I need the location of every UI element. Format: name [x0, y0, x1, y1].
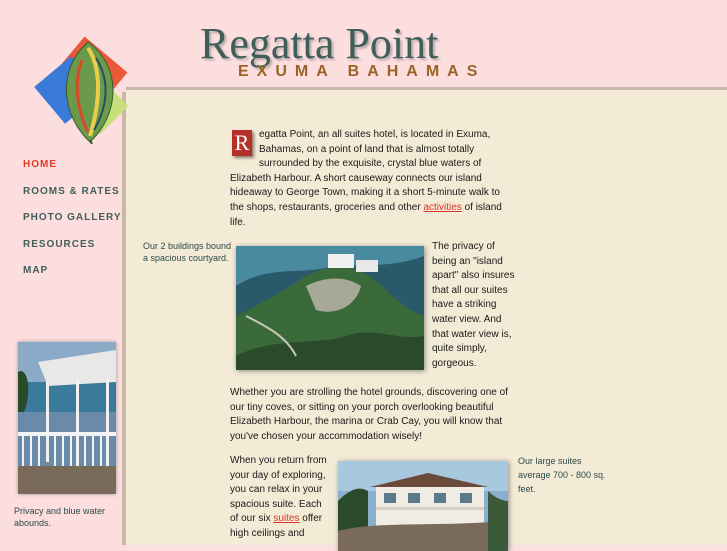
- nav-item-map[interactable]: MAP: [23, 265, 49, 276]
- nav-item-resources[interactable]: RESOURCES: [23, 238, 96, 250]
- site-subtitle: EXUMA BAHAMAS: [238, 63, 486, 80]
- caption-buildings: Our 2 buildings bound a spacious courtyard.: [143, 241, 232, 263]
- aerial-photo: [236, 246, 424, 370]
- return-tail: offer high ceilings and: [230, 513, 323, 539]
- intro-text: egatta Point, an all suites hotel, is located in Exuma, Bahamas, on a point of land that is almost totally surrounded by the exquisite, crystal blue waters of Elizabeth Harbour. A short causeway connects our island hideaway to George Town, making it a short 5-minute walk to the shops, restaurants, groceries and other: [230, 129, 500, 213]
- intro-tail: of island life.: [230, 201, 502, 228]
- intro-paragraph: [230, 128, 505, 230]
- site-title: Regatta Point: [200, 19, 439, 68]
- nav-item-photo-gallery[interactable]: PHOTO GALLERY: [23, 212, 122, 223]
- drop-cap: R: [232, 130, 252, 156]
- strolling-paragraph: Whether you are strolling the hotel grounds, discovering one of our tiny coves, or sitting on your porch overlooking beautiful Elizabeth Harbour, the marina or Crab Cay, you will know that you've chosen your accommodation wisely!: [230, 387, 508, 442]
- nav-item-rooms-rates[interactable]: ROOMS & RATES: [23, 185, 120, 197]
- main-nav: [23, 158, 123, 291]
- privacy-paragraph: The privacy of being an "island apart" also insures that all our suites have a striking water view. And that water view is, quite simply, gorgeous.: [432, 241, 515, 369]
- nav-item-home[interactable]: HOME: [23, 159, 57, 170]
- activities-link[interactable]: activities: [423, 201, 462, 213]
- return-paragraph: [230, 454, 330, 542]
- leaf-logo-icon[interactable]: [30, 36, 134, 144]
- suite-building-photo: [338, 461, 508, 551]
- porch-photo: [18, 342, 116, 494]
- suites-link[interactable]: suites: [273, 513, 300, 525]
- side-photo-caption: Privacy and blue water abounds.: [14, 506, 106, 528]
- return-text: When you return from your day of exploring, you can relax in your spacious suite. Each of our six: [230, 455, 327, 525]
- caption-suites: Our large suites average 700 - 800 sq. feet.: [518, 456, 606, 494]
